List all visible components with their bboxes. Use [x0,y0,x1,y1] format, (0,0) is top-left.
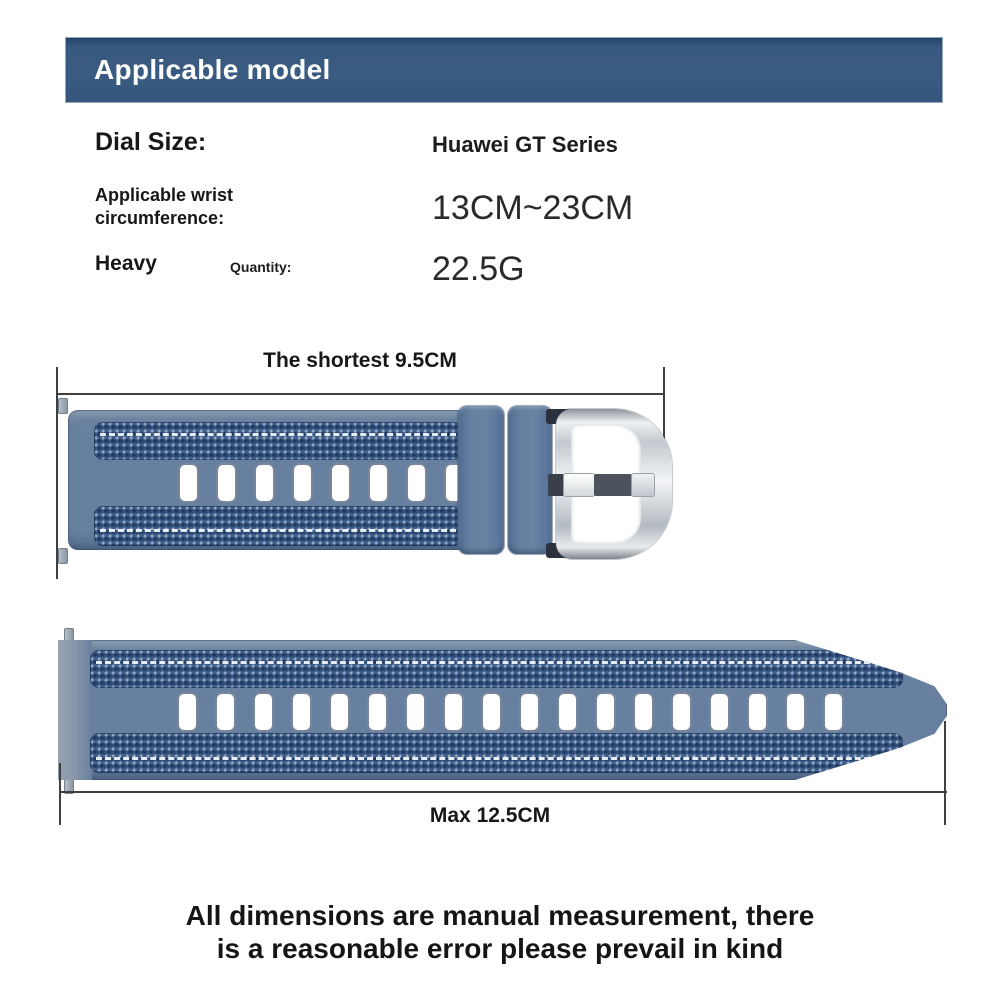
long-strap-holes [177,692,844,732]
long-strap-dimension-tick-left [59,763,61,825]
wrist-label-line1: Applicable wrist [95,185,234,205]
disclaimer-line1: All dimensions are manual measurement, there [185,900,815,931]
strap-hole [671,692,692,732]
dial-size-label: Dial Size: [95,128,207,156]
wrist-label-line2: circumference: [95,208,225,228]
long-strap-texture-top [90,650,903,688]
strap-hole [405,692,426,732]
stitch-line [100,529,456,532]
strap-hole [367,692,388,732]
strap-hole [329,692,350,732]
banner-title: Applicable model [94,54,331,85]
buckle-tongue-silver [564,474,594,496]
strap-hole [595,692,616,732]
buckle-tongue-tip [632,474,654,496]
disclaimer-line2: is a reasonable error please prevail in kind [216,933,784,964]
strap-hole [747,692,768,732]
weight-value: 22.5G [432,250,525,288]
short-strap-dimension-label: The shortest 9.5CM [263,349,457,372]
strap-hole [709,692,730,732]
strap-hole [406,463,427,503]
short-strap-texture-top [94,422,462,460]
weight-label: Heavy [95,252,157,275]
strap-hole [557,692,578,732]
strap-hole [215,692,236,732]
strap-keeper-loop [458,406,504,554]
short-strap [68,410,462,550]
weight-sublabel: Quantity: [230,259,292,275]
long-strap-dimension-label: Max 12.5CM [429,804,551,827]
dial-size-value: Huawei GT Series [432,132,618,157]
strap-hole [823,692,844,732]
strap-hole [443,692,464,732]
short-strap-dimension-line [57,393,665,395]
strap-hole [291,692,312,732]
strap-hole [216,463,237,503]
strap-hole [481,692,502,732]
long-strap [58,640,947,780]
strap-hole [254,463,275,503]
spring-bar-pin [58,398,68,414]
spring-bar-pin [58,548,68,564]
long-strap-dimension-line [60,791,947,793]
short-strap-holes [178,463,465,503]
strap-hole [178,463,199,503]
applicable-model-banner [65,37,943,103]
long-strap-dimension-tick-right [944,721,946,825]
buckle-tongue-hinge [548,474,564,496]
strap-hole [253,692,274,732]
measurement-disclaimer [0,899,1000,965]
long-strap-texture-bottom [90,733,903,773]
buckle-tongue-dark [594,474,632,496]
strap-hole [368,463,389,503]
strap-hole [177,692,198,732]
stitch-line [96,661,897,664]
wrist-circumference-label [95,184,233,230]
stitch-line [96,757,897,760]
strap-hole [519,692,540,732]
long-strap-end-cap [58,640,92,780]
short-strap-texture-bottom [94,506,462,546]
wrist-circumference-value: 13CM~23CM [432,189,634,227]
stitch-line [100,433,456,436]
strap-hole [292,463,313,503]
strap-hole [330,463,351,503]
strap-keeper-loop [508,406,552,554]
strap-hole [785,692,806,732]
strap-hole [633,692,654,732]
